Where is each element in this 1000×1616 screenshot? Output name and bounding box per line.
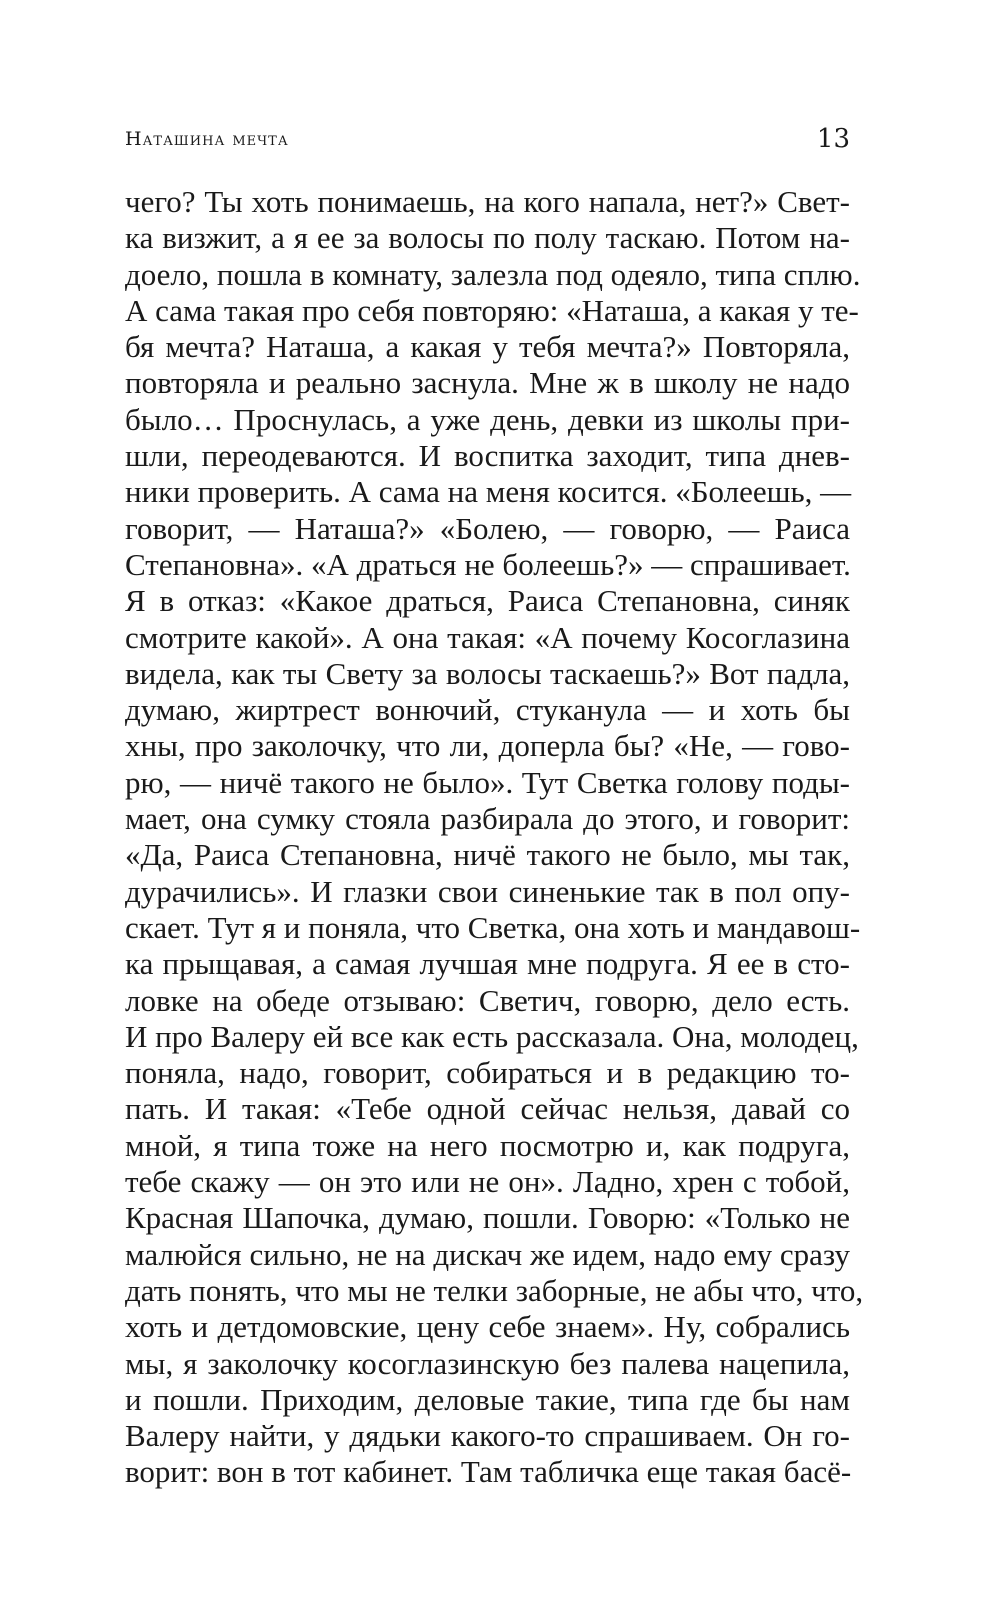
text-line: говорит, — Наташа?» «Болею, — говорю, — Раиса bbox=[125, 510, 850, 546]
text-line: скает. Тут я и поняла, что Светка, она хоть и мандавош- bbox=[125, 909, 861, 945]
text-line: повторяла и реально заснула. Мне ж в школу не надо bbox=[125, 365, 850, 401]
running-header bbox=[125, 124, 850, 164]
text-line: Степановна». «А драться не болеешь?» — спрашивает. bbox=[125, 546, 851, 582]
running-title: Наташина мечта bbox=[125, 128, 289, 150]
text-line: Валеру найти, у дядьки какого-то спрашиваем. Он го- bbox=[125, 1418, 850, 1454]
body-text bbox=[125, 184, 864, 1491]
text-line: А сама такая про себя повторяю: «Наташа, а какая у те- bbox=[125, 292, 859, 328]
text-line: видела, как ты Свету за волосы таскаешь?» Вот падла, bbox=[125, 655, 850, 691]
text-line: пать. И такая: «Тебе одной сейчас нельзя, давай со bbox=[125, 1091, 850, 1127]
text-line: чего? Ты хоть понимаешь, на кого напала, нет?» Свет- bbox=[125, 184, 850, 219]
text-line: тебе скажу — он это или не он». Ладно, хрен с тобой, bbox=[125, 1164, 850, 1200]
text-line: поняла, надо, говорит, собираться и в редакцию то- bbox=[125, 1055, 850, 1091]
text-line: «Да, Раиса Степановна, ничё такого не было, мы так, bbox=[125, 837, 850, 873]
text-line: ники проверить. А сама на меня косится. «Болеешь, — bbox=[125, 474, 852, 510]
text-line: ка прыщавая, а самая лучшая мне подруга. Я ее в сто- bbox=[125, 946, 850, 982]
text-line: рю, — ничё такого не было». Тут Светка голову поды- bbox=[125, 764, 850, 800]
text-line: доело, пошла в комнату, залезла под одеяло, типа сплю. bbox=[125, 256, 861, 292]
text-line: ловке на обеде отзываю: Светич, говорю, дело есть. bbox=[125, 982, 850, 1018]
text-line: дать понять, что мы не телки заборные, не абы что, что, bbox=[125, 1272, 864, 1308]
text-line: ворит: вон в тот кабинет. Там табличка еще такая басё- bbox=[125, 1454, 852, 1490]
text-line: думаю, жиртрест вонючий, стуканула — и хоть бы bbox=[125, 692, 850, 728]
text-line: мает, она сумку стояла разбирала до этого, и говорит: bbox=[125, 801, 850, 837]
text-line: было… Проснулась, а уже день, девки из школы при- bbox=[125, 401, 850, 437]
text-line: дурачились». И глазки свои синенькие так в пол опу- bbox=[125, 873, 850, 909]
page-number: 13 bbox=[816, 124, 850, 154]
text-line: малюйся сильно, не на дискач же идем, надо ему сразу bbox=[125, 1236, 850, 1272]
text-line: бя мечта? Наташа, а какая у тебя мечта?» Повторяла, bbox=[125, 329, 850, 365]
text-line: хоть и детдомовские, цену себе знаем». Ну, собрались bbox=[125, 1309, 850, 1345]
text-line: И про Валеру ей все как есть рассказала. Она, молодец, bbox=[125, 1018, 859, 1054]
text-line: Я в отказ: «Какое драться, Раиса Степановна, синяк bbox=[125, 583, 850, 619]
text-line: мы, я заколочку косоглазинскую без палева нацепила, bbox=[125, 1345, 850, 1381]
text-line: ка визжит, а я ее за волосы по полу таскаю. Потом на- bbox=[125, 220, 850, 256]
text-line: мной, я типа тоже на него посмотрю и, как подруга, bbox=[125, 1127, 850, 1163]
text-line: Красная Шапочка, думаю, пошли. Говорю: «Только не bbox=[125, 1200, 850, 1236]
text-line: шли, переодеваются. И воспитка заходит, типа днев- bbox=[125, 438, 850, 474]
text-line: и пошли. Приходим, деловые такие, типа где бы нам bbox=[125, 1381, 850, 1417]
text-line: хны, про заколочку, что ли, доперла бы? «Не, — гово- bbox=[125, 728, 850, 764]
text-line: смотрите какой». А она такая: «А почему Косоглазина bbox=[125, 619, 850, 655]
